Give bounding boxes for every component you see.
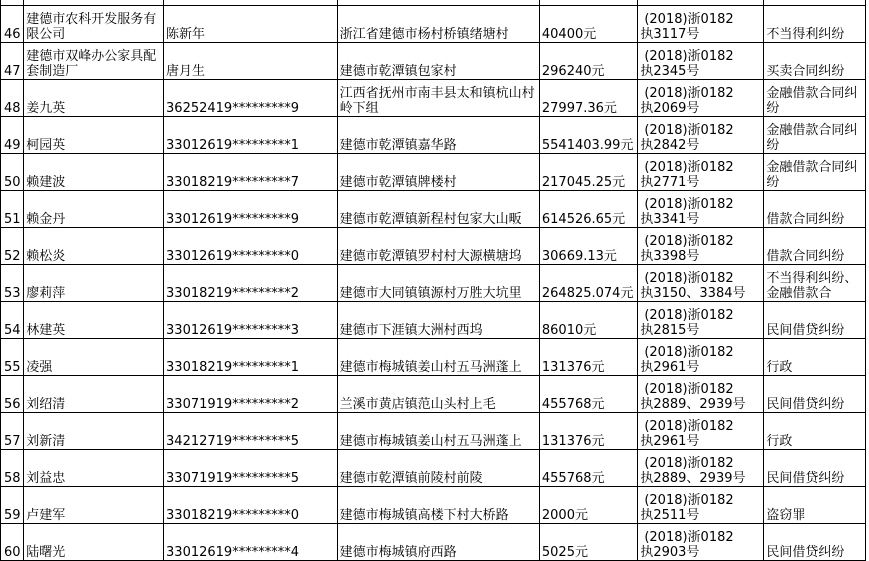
case-number-line2: 执2815号 (640, 323, 700, 338)
case-number-line1: (2018)浙0182 (644, 419, 734, 434)
case-number-cell[interactable] (638, 43, 764, 80)
name-cell[interactable]: 刘绍清 (24, 376, 164, 413)
case-number-line1: (2018)浙0182 (644, 49, 734, 64)
case-type-cell[interactable]: 借款合同纠纷 (764, 228, 866, 265)
case-number-line1: (2018)浙0182 (644, 308, 734, 323)
case-type-cell[interactable]: 民间借贷纠纷 (764, 376, 866, 413)
case-number-line2: 执2842号 (640, 138, 700, 153)
amount-cell[interactable]: 217045.25元 (539, 154, 637, 191)
name-cell[interactable]: 廖莉萍 (24, 265, 164, 302)
id-cell[interactable]: 33012619*********0 (164, 228, 338, 265)
row-number-cell[interactable]: 56 (1, 376, 24, 413)
case-number-line2: 执2903号 (640, 545, 700, 560)
case-type-cell[interactable]: 盗窃罪 (764, 487, 866, 524)
case-number-line1: (2018)浙0182 (644, 382, 734, 397)
row-number-cell[interactable]: 52 (1, 228, 24, 265)
name-cell[interactable]: 陆曙光 (24, 524, 164, 561)
name-cell[interactable]: 卢建军 (24, 487, 164, 524)
case-number-line2: 执2889、2939号 (640, 397, 746, 412)
address-cell[interactable]: 建德市梅城镇府西路 (337, 524, 539, 561)
case-number-cell[interactable] (638, 413, 764, 450)
case-number-cell[interactable] (638, 524, 764, 561)
name-cell[interactable]: 刘新清 (24, 413, 164, 450)
row-number-cell[interactable]: 55 (1, 339, 24, 376)
id-cell[interactable]: 33012619*********4 (164, 524, 338, 561)
amount-cell[interactable]: 5025元 (539, 524, 637, 561)
amount-cell[interactable]: 131376元 (539, 413, 637, 450)
table-row (1, 154, 866, 191)
row-number-cell[interactable]: 49 (1, 117, 24, 154)
id-cell[interactable]: 陈新年 (164, 6, 338, 43)
case-type-cell[interactable]: 民间借贷纠纷 (764, 302, 866, 339)
id-cell[interactable]: 33018219*********1 (164, 339, 338, 376)
case-number-line1: (2018)浙0182 (644, 345, 734, 360)
table-row (1, 413, 866, 450)
amount-cell[interactable]: 131376元 (539, 339, 637, 376)
address-cell[interactable]: 建德市大同镇镇源村万胜大坑里 (337, 265, 539, 302)
amount-cell[interactable]: 614526.65元 (539, 191, 637, 228)
name-cell[interactable]: 姜九英 (24, 80, 164, 117)
case-number-cell[interactable] (638, 265, 764, 302)
case-number-line2: 执2961号 (640, 434, 700, 449)
case-number-line2: 执2345号 (640, 64, 700, 79)
table-row (1, 450, 866, 487)
address-cell[interactable]: 建德市梅城镇姜山村五马洲蓬上 (337, 339, 539, 376)
id-cell[interactable]: 唐月生 (164, 43, 338, 80)
table-row (1, 80, 866, 117)
name-cell[interactable]: 赖松炎 (24, 228, 164, 265)
row-number-cell[interactable]: 57 (1, 413, 24, 450)
amount-cell[interactable]: 86010元 (539, 302, 637, 339)
table-row (1, 228, 866, 265)
case-number-line2: 执2511号 (640, 508, 700, 523)
case-number-line1: (2018)浙0182 (644, 197, 734, 212)
id-cell[interactable]: 33018219*********0 (164, 487, 338, 524)
case-number-cell[interactable] (638, 191, 764, 228)
case-number-line1: (2018)浙0182 (644, 234, 734, 249)
row-number-cell[interactable]: 54 (1, 302, 24, 339)
table-row (1, 339, 866, 376)
case-type-cell[interactable]: 不当得利纠纷 (764, 6, 866, 43)
case-type-cell[interactable]: 民间借贷纠纷 (764, 524, 866, 561)
table-row (1, 302, 866, 339)
table-row (1, 6, 866, 43)
amount-cell[interactable]: 264825.074元 (539, 265, 637, 302)
name-cell[interactable]: 林建英 (24, 302, 164, 339)
case-number-cell[interactable] (638, 154, 764, 191)
id-cell[interactable]: 33018219*********2 (164, 265, 338, 302)
table-row (1, 191, 866, 228)
amount-cell[interactable]: 27997.36元 (539, 80, 637, 117)
id-cell[interactable]: 34212719*********5 (164, 413, 338, 450)
case-type-cell[interactable]: 金融借款合同纠纷 (764, 154, 866, 191)
id-cell[interactable]: 33071919*********2 (164, 376, 338, 413)
id-cell[interactable]: 33018219*********7 (164, 154, 338, 191)
case-number-cell[interactable] (638, 450, 764, 487)
name-cell[interactable]: 赖建波 (24, 154, 164, 191)
table-row (1, 43, 866, 80)
amount-cell[interactable]: 455768元 (539, 450, 637, 487)
case-number-line2: 执2069号 (640, 101, 700, 116)
case-number-line2: 执3117号 (640, 27, 700, 42)
case-number-line1: (2018)浙0182 (644, 271, 734, 286)
case-number-cell[interactable] (638, 80, 764, 117)
address-cell[interactable]: 建德市乾潭镇罗村村大源横塘坞 (337, 228, 539, 265)
address-cell[interactable]: 建德市梅城镇姜山村五马洲蓬上 (337, 413, 539, 450)
row-number-cell[interactable]: 50 (1, 154, 24, 191)
amount-cell[interactable]: 455768元 (539, 376, 637, 413)
address-cell[interactable]: 建德市乾潭镇包家村 (337, 43, 539, 80)
case-type-cell[interactable]: 金融借款合同纠纷 (764, 80, 866, 117)
case-number-line2: 执3150、3384号 (640, 286, 746, 301)
address-cell[interactable]: 建德市乾潭镇牌楼村 (337, 154, 539, 191)
amount-cell[interactable]: 296240元 (539, 43, 637, 80)
amount-cell[interactable]: 30669.13元 (539, 228, 637, 265)
row-number-cell[interactable]: 60 (1, 524, 24, 561)
id-cell[interactable]: 33071919*********5 (164, 450, 338, 487)
row-number-cell[interactable]: 47 (1, 43, 24, 80)
id-cell[interactable]: 33012619*********9 (164, 191, 338, 228)
case-number-line2: 执3398号 (640, 249, 700, 264)
case-type-cell[interactable]: 民间借贷纠纷 (764, 450, 866, 487)
case-type-cell[interactable]: 行政 (764, 339, 866, 376)
address-cell[interactable]: 建德市下涯镇大洲村西坞 (337, 302, 539, 339)
name-cell[interactable]: 柯园英 (24, 117, 164, 154)
case-number-line1: (2018)浙0182 (644, 160, 734, 175)
case-number-cell[interactable] (638, 117, 764, 154)
table-row (1, 376, 866, 413)
id-cell[interactable]: 36252419*********9 (164, 80, 338, 117)
address-cell[interactable]: 江西省抚州市南丰县太和镇杭山村岭下组 (337, 80, 539, 117)
case-type-cell[interactable]: 买卖合同纠纷 (764, 43, 866, 80)
case-number-line2: 执2889、2939号 (640, 471, 746, 486)
row-number-cell[interactable]: 53 (1, 265, 24, 302)
row-number-cell[interactable]: 46 (1, 6, 24, 43)
case-number-line2: 执2961号 (640, 360, 700, 375)
table-row (1, 117, 866, 154)
case-number-line1: (2018)浙0182 (644, 530, 734, 545)
table-row (1, 265, 866, 302)
case-number-line1: (2018)浙0182 (644, 456, 734, 471)
case-type-cell[interactable]: 金融借款合同纠纷 (764, 117, 866, 154)
amount-cell[interactable]: 2000元 (539, 487, 637, 524)
address-cell[interactable]: 浙江省建德市杨村桥镇绪塘村 (337, 6, 539, 43)
name-cell[interactable]: 建德市双峰办公家具配套制造厂 (24, 43, 164, 80)
case-number-cell[interactable] (638, 376, 764, 413)
row-number-cell[interactable]: 51 (1, 191, 24, 228)
case-number-cell[interactable] (638, 339, 764, 376)
case-type-cell[interactable]: 借款合同纠纷 (764, 191, 866, 228)
address-cell[interactable]: 兰溪市黄店镇范山头村上毛 (337, 376, 539, 413)
row-number-cell[interactable]: 58 (1, 450, 24, 487)
case-number-line1: (2018)浙0182 (644, 493, 734, 508)
case-number-line1: (2018)浙0182 (644, 12, 734, 27)
case-number-line1: (2018)浙0182 (644, 123, 734, 138)
case-type-cell[interactable]: 不当得利纠纷、金融借款合 (764, 265, 866, 302)
case-number-line2: 执2771号 (640, 175, 700, 190)
case-number-line2: 执3341号 (640, 212, 700, 227)
address-cell[interactable]: 建德市乾潭镇新程村包家大山畈 (337, 191, 539, 228)
address-cell[interactable]: 建德市乾潭镇前陵村前陵 (337, 450, 539, 487)
case-type-cell[interactable]: 行政 (764, 413, 866, 450)
table-row (1, 487, 866, 524)
amount-cell[interactable]: 40400元 (539, 6, 637, 43)
name-cell[interactable]: 建德市农科开发服务有限公司 (24, 6, 164, 43)
id-cell[interactable]: 33012619*********1 (164, 117, 338, 154)
row-number-cell[interactable]: 48 (1, 80, 24, 117)
table-row (1, 524, 866, 561)
address-cell[interactable]: 建德市乾潭镇嘉华路 (337, 117, 539, 154)
name-cell[interactable]: 凌强 (24, 339, 164, 376)
address-cell[interactable]: 建德市梅城镇高楼下村大桥路 (337, 487, 539, 524)
case-number-cell[interactable] (638, 487, 764, 524)
name-cell[interactable]: 赖金丹 (24, 191, 164, 228)
case-number-cell[interactable] (638, 302, 764, 339)
id-cell[interactable]: 33012619*********3 (164, 302, 338, 339)
case-number-cell[interactable] (638, 228, 764, 265)
amount-cell[interactable]: 5541403.99元 (539, 117, 637, 154)
row-number-cell[interactable]: 59 (1, 487, 24, 524)
case-number-line1: (2018)浙0182 (644, 86, 734, 101)
name-cell[interactable]: 刘益忠 (24, 450, 164, 487)
case-number-cell[interactable] (638, 6, 764, 43)
